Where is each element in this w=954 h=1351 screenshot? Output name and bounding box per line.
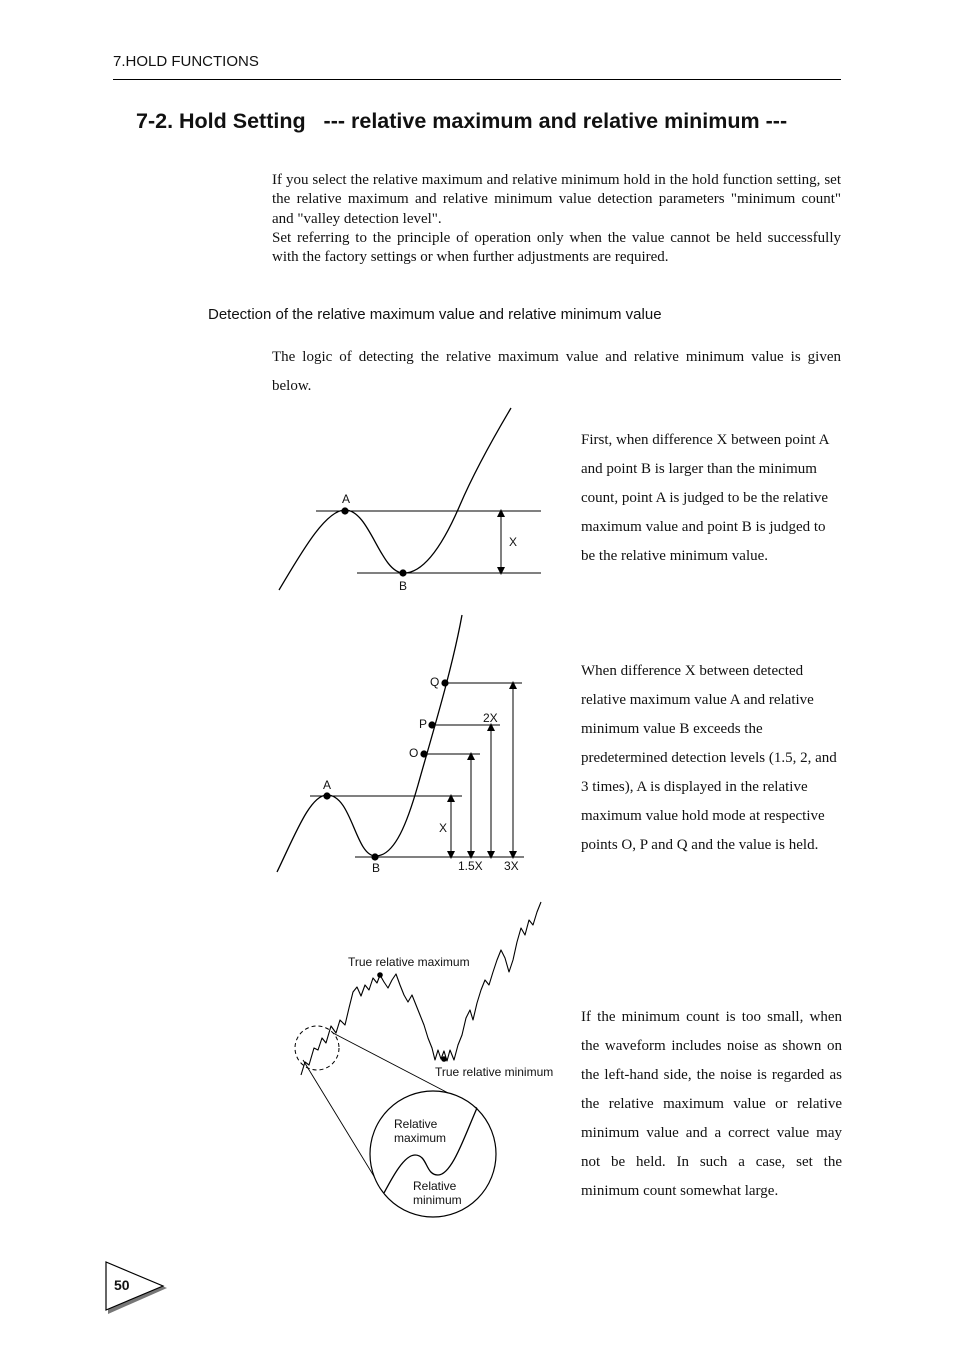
figure3 — [295, 902, 553, 1217]
figure2-label-q: Q — [430, 675, 440, 689]
section-title: 7-2. Hold Setting --- relative maximum and relative minimum --- — [136, 109, 788, 133]
figure3-true-max-point — [377, 972, 383, 978]
figure1-label-x: X — [509, 535, 518, 549]
figure2-label-b: B — [372, 861, 381, 875]
figure2-label-o: O — [409, 746, 419, 760]
figure2-waveform — [277, 615, 462, 872]
figure1-point-b — [399, 569, 406, 576]
figure3-zoom-source-circle — [295, 1026, 339, 1070]
figure1-point-a — [341, 507, 348, 514]
figure1-description: First, when difference X between point A and point B is larger than the minimum count, point A is judged to be the relative maximum value and point B is judged to be the relative minimum value. — [581, 432, 829, 564]
figure3-label-rel-min-2: minimum — [413, 1193, 462, 1207]
figure2-point-o — [420, 750, 427, 757]
figure2-point-b — [371, 853, 378, 860]
figure2-label-2x: 2X — [483, 711, 498, 725]
figure2-label-3x: 3X — [504, 859, 519, 873]
figure3-label-true-min: True relative minimum — [435, 1065, 554, 1079]
figure3-noisy-waveform — [301, 902, 541, 1075]
figure3-label-rel-min-1: Relative — [413, 1179, 457, 1193]
figure1-waveform — [279, 408, 511, 590]
running-header: 7.HOLD FUNCTIONS — [113, 53, 259, 70]
figure2-label-1-5x: 1.5X — [458, 859, 483, 873]
figure3-label-true-max: True relative maximum — [348, 955, 470, 969]
figure2-label-p: P — [419, 717, 428, 731]
figure1-label-a: A — [342, 492, 351, 506]
page-number: 50 — [114, 1277, 130, 1293]
figure1-label-b: B — [399, 579, 408, 593]
figure3-label-rel-max-2: maximum — [394, 1131, 447, 1145]
figure2-label-x: X — [439, 821, 448, 835]
intro-p1: If you select the relative maximum and relative minimum hold in the hold function setting, set the relative maximum and relative minimum value detection parameters "minimum count" and "valley detection level". — [272, 172, 841, 227]
figure2-point-p — [428, 721, 435, 728]
figure2-point-a — [323, 792, 330, 799]
figure1 — [279, 408, 541, 593]
logic-text: The logic of detecting the relative maximum value and relative minimum value is given below. — [272, 349, 841, 394]
figure2 — [277, 615, 524, 875]
figure3-description: If the minimum count is too small, when the waveform includes noise as shown on the left-hand side, the noise is regarded as the relative maximum value or relative minimum value and a correct value may not be held. In such a case, set the minimum count somewhat large. — [581, 1009, 842, 1199]
figure3-label-rel-max-1: Relative — [394, 1117, 438, 1131]
figure2-description: When difference X between detected relative maximum value A and relative minimum value B exceeds the predetermined detection levels (1.5, 2, and 3 times), A is displayed in the relative maximum value hold mode at respective points O, P and Q and the value is held. — [581, 663, 837, 853]
subheading: Detection of the relative maximum value and relative minimum value — [208, 306, 662, 323]
figure3-true-min-point — [441, 1056, 447, 1062]
figure2-label-a: A — [323, 778, 332, 792]
intro-p2: Set referring to the principle of operation only when the value cannot be held successfully with the factory settings or when further adjustments are required. — [272, 229, 841, 266]
figure2-point-q — [441, 679, 448, 686]
